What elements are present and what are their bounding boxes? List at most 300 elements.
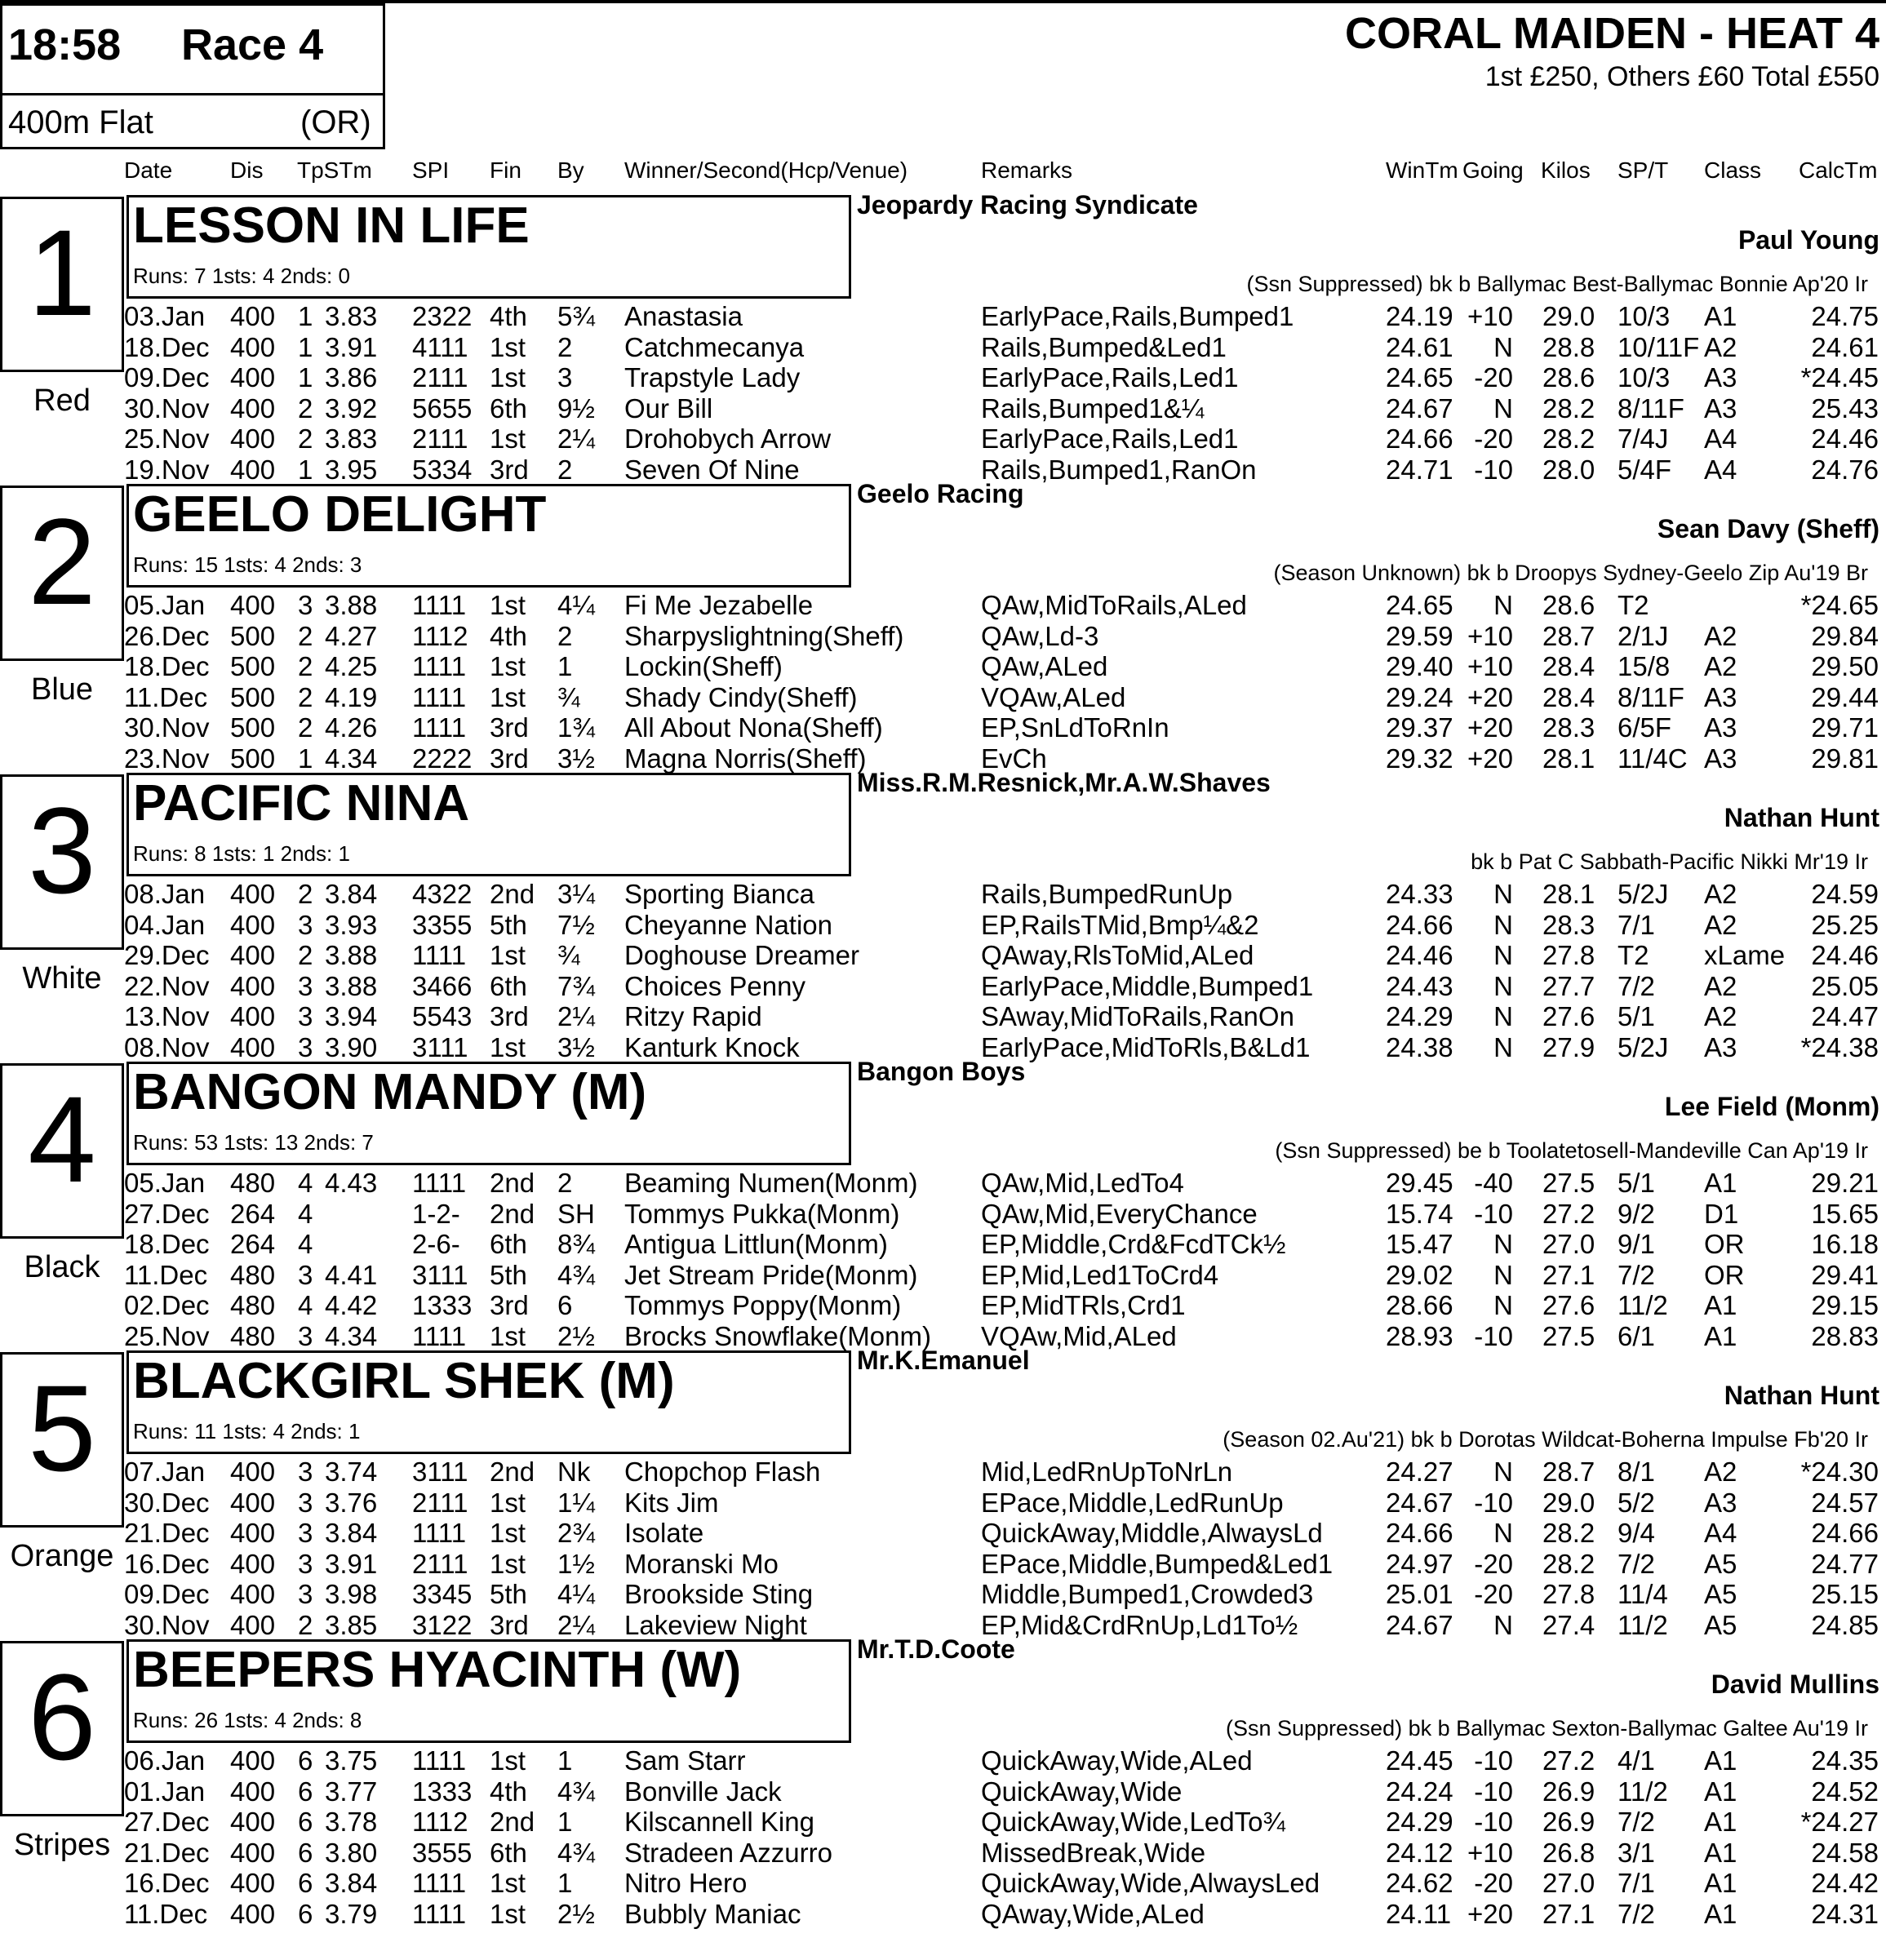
form-cell-kilos: 27.0 — [1542, 1229, 1595, 1259]
form-cell-class: A1 — [1704, 1807, 1737, 1837]
form-cell-by: 4¾ — [557, 1837, 595, 1868]
form-cell-date: 13.Nov — [124, 1001, 210, 1031]
form-cell-class: A5 — [1704, 1609, 1737, 1640]
form-cell-remarks: Rails,Bumped1,RanOn — [981, 454, 1257, 485]
form-cell-calctm: *24.30 — [1800, 1457, 1879, 1487]
form-cell-by: 2½ — [557, 1898, 595, 1929]
form-cell-remarks: EP,RailsTMid,Bmp¼&2 — [981, 909, 1259, 940]
form-cell-kilos: 28.7 — [1542, 620, 1595, 651]
form-cell-calctm: 25.05 — [1811, 970, 1879, 1001]
form-cell-calctm: *24.38 — [1800, 1031, 1879, 1062]
form-cell-dis: 500 — [230, 651, 276, 681]
form-cell-kilos: 28.2 — [1542, 392, 1595, 423]
form-cell-tp: 2 — [298, 940, 313, 970]
form-cell-by: 1 — [557, 1745, 573, 1776]
form-cell-dis: 500 — [230, 681, 276, 712]
form-cell-spt: 8/11F — [1618, 681, 1684, 712]
form-cell-tp: 1 — [298, 301, 313, 331]
form-cell-tp: 6 — [298, 1868, 313, 1898]
form-cell-remarks: EP,SnLdToRnIn — [981, 712, 1169, 743]
col-fin: Fin — [490, 157, 521, 183]
runs-summary: Runs: 8 1sts: 1 2nds: 1 — [133, 841, 350, 866]
form-cell-class: A2 — [1704, 970, 1737, 1001]
form-cell-wintm: 24.65 — [1386, 362, 1453, 392]
form-cell-kilos: 28.0 — [1542, 454, 1595, 485]
form-cell-by: 4¼ — [557, 590, 595, 620]
form-cell-dis: 400 — [230, 454, 276, 485]
form-cell-winner: Antigua Littlun(Monm) — [624, 1229, 888, 1259]
form-cell-spi: 1112 — [412, 620, 468, 651]
form-cell-tp: 1 — [298, 743, 313, 774]
form-cell-stm: 3.88 — [325, 940, 378, 970]
form-cell-remarks: QAw,Mid,EveryChance — [981, 1198, 1258, 1229]
form-cell-spt: T2 — [1618, 940, 1649, 970]
form-cell-dis: 480 — [230, 1320, 276, 1351]
form-cell-class: A1 — [1704, 1168, 1737, 1198]
form-cell-spt: 10/3 — [1618, 301, 1671, 331]
form-cell-remarks: EPace,Middle,LedRunUp — [981, 1487, 1284, 1518]
form-cell-spt: 3/1 — [1618, 1837, 1655, 1868]
dog-name: GEELO DELIGHT — [133, 486, 547, 543]
form-cell-calctm: 29.21 — [1811, 1168, 1879, 1198]
form-cell-kilos: 27.2 — [1542, 1198, 1595, 1229]
form-cell-date: 05.Jan — [124, 1168, 206, 1198]
form-cell-spt: 5/4F — [1618, 454, 1672, 485]
form-cell-going: +20 — [1467, 743, 1513, 774]
form-cell-dis: 400 — [230, 590, 276, 620]
form-cell-by: 2 — [557, 1168, 573, 1198]
form-cell-fin: 3rd — [490, 712, 529, 743]
form-cell-by: 3½ — [557, 1031, 595, 1062]
form-cell-tp: 3 — [298, 909, 313, 940]
form-cell-wintm: 24.65 — [1386, 590, 1453, 620]
form-cell-stm: 3.78 — [325, 1807, 378, 1837]
trainer-name: Nathan Hunt — [1724, 1381, 1879, 1410]
form-cell-spi: 5543 — [412, 1001, 473, 1031]
form-cell-spi: 4322 — [412, 879, 473, 909]
form-cell-spi: 3122 — [412, 1609, 473, 1640]
form-cell-winner: Our Bill — [624, 392, 713, 423]
form-cell-stm: 3.85 — [325, 1609, 378, 1640]
trainer-name: David Mullins — [1711, 1670, 1879, 1699]
form-cell-by: ¾ — [557, 940, 580, 970]
form-cell-remarks: EvCh — [981, 743, 1047, 774]
form-cell-tp: 4 — [298, 1198, 313, 1229]
form-cell-fin: 5th — [490, 1579, 527, 1609]
form-cell-remarks: EP,Middle,Crd&FcdTCk½ — [981, 1229, 1286, 1259]
breeding-info: (Ssn Suppressed) be b Toolatetosell-Mandeville Can Ap'19 Ir — [1275, 1138, 1868, 1163]
form-cell-stm: 3.77 — [325, 1776, 378, 1807]
form-cell-going: N — [1493, 1259, 1513, 1290]
form-cell-going: N — [1493, 909, 1513, 940]
form-cell-stm: 4.43 — [325, 1168, 378, 1198]
form-cell-going: +10 — [1467, 1837, 1513, 1868]
form-cell-class: A4 — [1704, 1518, 1737, 1548]
form-cell-tp: 3 — [298, 590, 313, 620]
form-cell-class: A1 — [1704, 1837, 1737, 1868]
form-cell-stm: 3.95 — [325, 454, 378, 485]
form-cell-dis: 400 — [230, 1548, 276, 1579]
form-cell-class: A1 — [1704, 1290, 1737, 1320]
form-cell-spt: 7/2 — [1618, 1548, 1655, 1579]
form-cell-going: +20 — [1467, 681, 1513, 712]
form-cell-remarks: EarlyPace,Rails,Led1 — [981, 362, 1239, 392]
form-cell-spi: 3111 — [412, 1259, 468, 1290]
form-cell-wintm: 24.33 — [1386, 879, 1453, 909]
form-cell-winner: Shady Cindy(Sheff) — [624, 681, 858, 712]
form-cell-stm: 3.75 — [325, 1745, 378, 1776]
form-cell-spi: 3555 — [412, 1837, 473, 1868]
race-distance: 400m Flat — [8, 104, 153, 140]
form-cell-going: N — [1493, 1609, 1513, 1640]
breeding-info: bk b Pat C Sabbath-Pacific Nikki Mr'19 Ir — [1471, 849, 1868, 874]
form-cell-fin: 1st — [490, 681, 526, 712]
form-cell-fin: 6th — [490, 1837, 527, 1868]
form-cell-calctm: 24.57 — [1811, 1487, 1879, 1518]
form-cell-spt: 7/2 — [1618, 970, 1655, 1001]
runs-summary: Runs: 26 1sts: 4 2nds: 8 — [133, 1708, 362, 1732]
form-cell-stm: 3.83 — [325, 301, 378, 331]
form-cell-going: +10 — [1467, 301, 1513, 331]
form-cell-going: +20 — [1467, 1898, 1513, 1929]
form-cell-by: 4¼ — [557, 1579, 595, 1609]
form-cell-remarks: VQAw,ALed — [981, 681, 1126, 712]
form-cell-going: +10 — [1467, 651, 1513, 681]
form-cell-going: -20 — [1474, 1548, 1513, 1579]
dog-name: PACIFIC NINA — [133, 775, 470, 831]
form-cell-stm: 4.34 — [325, 743, 378, 774]
form-cell-dis: 400 — [230, 970, 276, 1001]
col-winner: Winner/Second(Hcp/Venue) — [624, 157, 908, 183]
form-cell-stm: 3.84 — [325, 1868, 378, 1898]
form-cell-by: 2 — [557, 620, 573, 651]
form-cell-wintm: 24.29 — [1386, 1807, 1453, 1837]
form-cell-dis: 400 — [230, 362, 276, 392]
form-cell-spi: 2111 — [412, 1548, 468, 1579]
form-cell-by: 2¼ — [557, 423, 595, 454]
form-cell-going: -20 — [1474, 423, 1513, 454]
form-cell-dis: 400 — [230, 909, 276, 940]
form-cell-class: A2 — [1704, 620, 1737, 651]
form-cell-date: 08.Nov — [124, 1031, 210, 1062]
form-cell-spi: 3111 — [412, 1457, 468, 1487]
form-cell-date: 16.Dec — [124, 1868, 210, 1898]
form-cell-date: 09.Dec — [124, 1579, 210, 1609]
form-cell-dis: 480 — [230, 1168, 276, 1198]
form-cell-dis: 400 — [230, 1457, 276, 1487]
form-cell-dis: 400 — [230, 1001, 276, 1031]
col-remarks: Remarks — [981, 157, 1073, 183]
form-cell-kilos: 27.0 — [1542, 1868, 1595, 1898]
form-cell-fin: 4th — [490, 620, 527, 651]
form-cell-calctm: 29.15 — [1811, 1290, 1879, 1320]
form-cell-remarks: QuickAway,Middle,AlwaysLd — [981, 1518, 1323, 1548]
trap-number: 4 — [28, 1071, 96, 1208]
form-cell-by: 1¼ — [557, 1487, 595, 1518]
form-cell-kilos: 28.7 — [1542, 1457, 1595, 1487]
form-cell-remarks: MissedBreak,Wide — [981, 1837, 1206, 1868]
form-cell-calctm: *24.27 — [1800, 1807, 1879, 1837]
form-cell-by: 4¾ — [557, 1776, 595, 1807]
trainer-name: Nathan Hunt — [1724, 803, 1879, 832]
trap-colour: Orange — [10, 1539, 114, 1573]
form-cell-stm: 3.90 — [325, 1031, 378, 1062]
form-cell-calctm: 29.71 — [1811, 712, 1879, 743]
form-cell-wintm: 29.59 — [1386, 620, 1453, 651]
form-cell-kilos: 26.8 — [1542, 1837, 1595, 1868]
form-cell-remarks: QAway,RlsToMid,ALed — [981, 940, 1254, 970]
form-cell-tp: 1 — [298, 362, 313, 392]
form-cell-by: 3 — [557, 362, 573, 392]
form-cell-fin: 2nd — [490, 1168, 535, 1198]
form-cell-spi: 2-6- — [412, 1229, 460, 1259]
form-cell-remarks: EarlyPace,Rails,Bumped1 — [981, 301, 1294, 331]
form-cell-calctm: 25.43 — [1811, 392, 1879, 423]
form-cell-spi: 1111 — [412, 651, 467, 681]
form-cell-tp: 2 — [298, 423, 313, 454]
form-cell-remarks: QAw,ALed — [981, 651, 1108, 681]
form-cell-stm: 3.88 — [325, 590, 378, 620]
dog-name: BEEPERS HYACINTH (W) — [133, 1642, 742, 1698]
form-cell-remarks: EarlyPace,MidToRls,B&Ld1 — [981, 1031, 1311, 1062]
form-cell-by: 2 — [557, 454, 573, 485]
form-cell-calctm: 24.77 — [1811, 1548, 1879, 1579]
form-cell-calctm: 28.83 — [1811, 1320, 1879, 1351]
form-cell-class: A1 — [1704, 1776, 1737, 1807]
form-cell-by: 3½ — [557, 743, 595, 774]
form-cell-remarks: QuickAway,Wide,ALed — [981, 1745, 1253, 1776]
form-cell-wintm: 29.37 — [1386, 712, 1453, 743]
form-cell-by: Nk — [557, 1457, 591, 1487]
form-cell-stm: 4.41 — [325, 1259, 378, 1290]
trap-colour: Black — [24, 1250, 100, 1284]
form-cell-going: -10 — [1474, 1776, 1513, 1807]
form-cell-wintm: 24.12 — [1386, 1837, 1453, 1868]
form-cell-dis: 400 — [230, 331, 276, 362]
form-cell-by: 1 — [557, 1868, 573, 1898]
form-cell-calctm: 29.41 — [1811, 1259, 1879, 1290]
form-cell-kilos: 26.9 — [1542, 1807, 1595, 1837]
form-cell-calctm: 24.61 — [1811, 331, 1879, 362]
form-cell-wintm: 24.62 — [1386, 1868, 1453, 1898]
col-wintm: WinTm — [1386, 157, 1458, 183]
form-cell-dis: 500 — [230, 743, 276, 774]
form-cell-spt: 10/11F — [1618, 331, 1700, 362]
form-cell-remarks: QuickAway,Wide,LedTo¾ — [981, 1807, 1285, 1837]
form-cell-kilos: 28.4 — [1542, 681, 1595, 712]
col-kilos: Kilos — [1541, 157, 1591, 183]
form-cell-winner: Beaming Numen(Monm) — [624, 1168, 918, 1198]
form-cell-remarks: EP,MidTRls,Crd1 — [981, 1290, 1186, 1320]
owner-name: Bangon Boys — [857, 1057, 1026, 1086]
runs-summary: Runs: 11 1sts: 4 2nds: 1 — [133, 1419, 361, 1443]
form-cell-spt: 7/2 — [1618, 1259, 1655, 1290]
form-cell-kilos: 27.2 — [1542, 1745, 1595, 1776]
form-cell-class: D1 — [1704, 1198, 1739, 1229]
form-cell-class: A2 — [1704, 1457, 1737, 1487]
form-cell-remarks: EP,Mid&CrdRnUp,Ld1To½ — [981, 1609, 1298, 1640]
form-cell-calctm: 24.76 — [1811, 454, 1879, 485]
form-cell-winner: Doghouse Dreamer — [624, 940, 859, 970]
form-cell-wintm: 24.67 — [1386, 1609, 1453, 1640]
col-dis: Dis — [230, 157, 264, 183]
form-cell-class: A4 — [1704, 454, 1737, 485]
form-cell-spi: 1112 — [412, 1807, 468, 1837]
form-cell-stm: 3.94 — [325, 1001, 378, 1031]
form-cell-remarks: QAway,Wide,ALed — [981, 1898, 1205, 1929]
form-cell-kilos: 28.6 — [1542, 362, 1595, 392]
trainer-name: Paul Young — [1737, 225, 1879, 255]
form-cell-stm: 3.91 — [325, 331, 378, 362]
form-cell-class: A2 — [1704, 909, 1737, 940]
form-cell-dis: 400 — [230, 301, 276, 331]
form-cell-winner: Cheyanne Nation — [624, 909, 833, 940]
form-cell-winner: Chopchop Flash — [624, 1457, 821, 1487]
form-cell-date: 18.Dec — [124, 651, 210, 681]
form-cell-date: 21.Dec — [124, 1837, 210, 1868]
form-cell-date: 25.Nov — [124, 1320, 210, 1351]
form-cell-winner: Sharpyslightning(Sheff) — [624, 620, 904, 651]
form-cell-date: 18.Dec — [124, 1229, 210, 1259]
form-cell-dis: 480 — [230, 1259, 276, 1290]
form-cell-winner: Tommys Pukka(Monm) — [624, 1198, 900, 1229]
form-cell-dis: 400 — [230, 1898, 276, 1929]
form-cell-fin: 1st — [490, 590, 526, 620]
form-cell-spi: 5334 — [412, 454, 473, 485]
form-cell-calctm: 29.50 — [1811, 651, 1879, 681]
form-cell-wintm: 15.47 — [1386, 1229, 1453, 1259]
form-cell-wintm: 24.71 — [1386, 454, 1453, 485]
form-cell-tp: 4 — [298, 1229, 313, 1259]
form-cell-dis: 264 — [230, 1229, 276, 1259]
form-cell-tp: 3 — [298, 1320, 313, 1351]
form-cell-wintm: 24.24 — [1386, 1776, 1453, 1807]
form-cell-wintm: 24.67 — [1386, 1487, 1453, 1518]
form-cell-dis: 400 — [230, 1868, 276, 1898]
form-cell-spt: 11/2 — [1618, 1290, 1668, 1320]
form-cell-kilos: 28.3 — [1542, 909, 1595, 940]
form-cell-spi: 4111 — [412, 331, 468, 362]
form-cell-date: 27.Dec — [124, 1807, 210, 1837]
form-cell-stm: 3.98 — [325, 1579, 378, 1609]
trainer-name: Sean Davy (Sheff) — [1657, 514, 1879, 543]
form-cell-spt: 2/1J — [1618, 620, 1669, 651]
form-cell-spt: 8/1 — [1618, 1457, 1655, 1487]
form-cell-kilos: 29.0 — [1542, 1487, 1595, 1518]
form-cell-going: N — [1493, 940, 1513, 970]
form-cell-tp: 2 — [298, 879, 313, 909]
form-cell-fin: 3rd — [490, 454, 529, 485]
form-cell-dis: 400 — [230, 1745, 276, 1776]
form-cell-wintm: 24.43 — [1386, 970, 1453, 1001]
form-cell-class: A3 — [1704, 362, 1737, 392]
form-cell-spt: 5/1 — [1618, 1001, 1655, 1031]
trap-number: 6 — [28, 1648, 96, 1785]
form-cell-class: A4 — [1704, 423, 1737, 454]
form-cell-spi: 1111 — [412, 681, 467, 712]
form-cell-spt: 7/1 — [1618, 909, 1655, 940]
form-cell-winner: Lockin(Sheff) — [624, 651, 783, 681]
form-cell-date: 07.Jan — [124, 1457, 206, 1487]
race-number: Race 4 — [181, 20, 324, 69]
form-cell-spt: 7/1 — [1618, 1868, 1655, 1898]
form-cell-date: 30.Nov — [124, 712, 210, 743]
form-cell-spi: 1111 — [412, 1868, 467, 1898]
form-cell-spi: 1111 — [412, 940, 467, 970]
form-cell-going: N — [1493, 392, 1513, 423]
form-cell-going: +20 — [1467, 712, 1513, 743]
form-cell-fin: 6th — [490, 1229, 527, 1259]
form-cell-winner: Catchmecanya — [624, 331, 805, 362]
breeding-info: (Season Unknown) bk b Droopys Sydney-Geelo Zip Au'19 Br — [1273, 561, 1868, 585]
form-cell-remarks: EPace,Middle,Bumped&Led1 — [981, 1548, 1334, 1579]
form-cell-by: 3¼ — [557, 879, 595, 909]
dog-name: BANGON MANDY (M) — [133, 1064, 647, 1120]
form-cell-by: 2¾ — [557, 1518, 595, 1548]
form-cell-fin: 3rd — [490, 1609, 529, 1640]
form-cell-fin: 6th — [490, 970, 527, 1001]
form-cell-calctm: 24.42 — [1811, 1868, 1879, 1898]
form-cell-tp: 6 — [298, 1776, 313, 1807]
form-cell-stm: 3.79 — [325, 1898, 378, 1929]
runs-summary: Runs: 53 1sts: 13 2nds: 7 — [133, 1130, 374, 1155]
form-cell-spt: 5/1 — [1618, 1168, 1655, 1198]
form-cell-stm: 4.19 — [325, 681, 378, 712]
form-cell-winner: Ritzy Rapid — [624, 1001, 762, 1031]
form-cell-spt: 11/4C — [1618, 743, 1688, 774]
form-cell-kilos: 28.2 — [1542, 423, 1595, 454]
race-info-divider — [0, 93, 385, 95]
form-cell-going: -10 — [1474, 1320, 1513, 1351]
form-cell-going: N — [1493, 1229, 1513, 1259]
form-cell-class: A2 — [1704, 331, 1737, 362]
form-cell-going: -10 — [1474, 454, 1513, 485]
col-by: By — [557, 157, 584, 183]
trap-number: 5 — [28, 1359, 96, 1497]
trap-colour: Blue — [30, 672, 94, 707]
form-cell-spt: 7/2 — [1618, 1807, 1655, 1837]
form-cell-date: 11.Dec — [124, 1898, 208, 1929]
form-cell-kilos: 28.3 — [1542, 712, 1595, 743]
form-cell-stm: 4.27 — [325, 620, 378, 651]
form-cell-stm: 3.80 — [325, 1837, 378, 1868]
form-cell-wintm: 29.32 — [1386, 743, 1453, 774]
form-cell-calctm: 24.66 — [1811, 1518, 1879, 1548]
form-cell-remarks: Rails,Bumped1&¼ — [981, 392, 1205, 423]
form-cell-spt: 5/2 — [1618, 1487, 1655, 1518]
form-cell-spt: 7/4J — [1618, 423, 1669, 454]
form-cell-class: xLame — [1704, 940, 1786, 970]
form-cell-stm: 3.83 — [325, 423, 378, 454]
form-cell-spi: 2111 — [412, 362, 468, 392]
form-cell-fin: 4th — [490, 301, 527, 331]
form-cell-by: 9½ — [557, 392, 595, 423]
col-spi: SPI — [412, 157, 450, 183]
form-cell-remarks: EarlyPace,Middle,Bumped1 — [981, 970, 1314, 1001]
form-cell-wintm: 25.01 — [1386, 1579, 1453, 1609]
form-cell-calctm: 24.59 — [1811, 879, 1879, 909]
form-cell-spt: 4/1 — [1618, 1745, 1655, 1776]
form-cell-remarks: Rails,Bumped&Led1 — [981, 331, 1227, 362]
trap-colour: Stripes — [13, 1828, 111, 1862]
form-cell-wintm: 24.45 — [1386, 1745, 1453, 1776]
form-cell-spt: 9/1 — [1618, 1229, 1655, 1259]
form-cell-remarks: QAw,Mid,LedTo4 — [981, 1168, 1184, 1198]
form-cell-fin: 2nd — [490, 1807, 535, 1837]
form-cell-stm: 3.74 — [325, 1457, 378, 1487]
form-cell-stm: 3.84 — [325, 1518, 378, 1548]
form-cell-dis: 400 — [230, 1609, 276, 1640]
